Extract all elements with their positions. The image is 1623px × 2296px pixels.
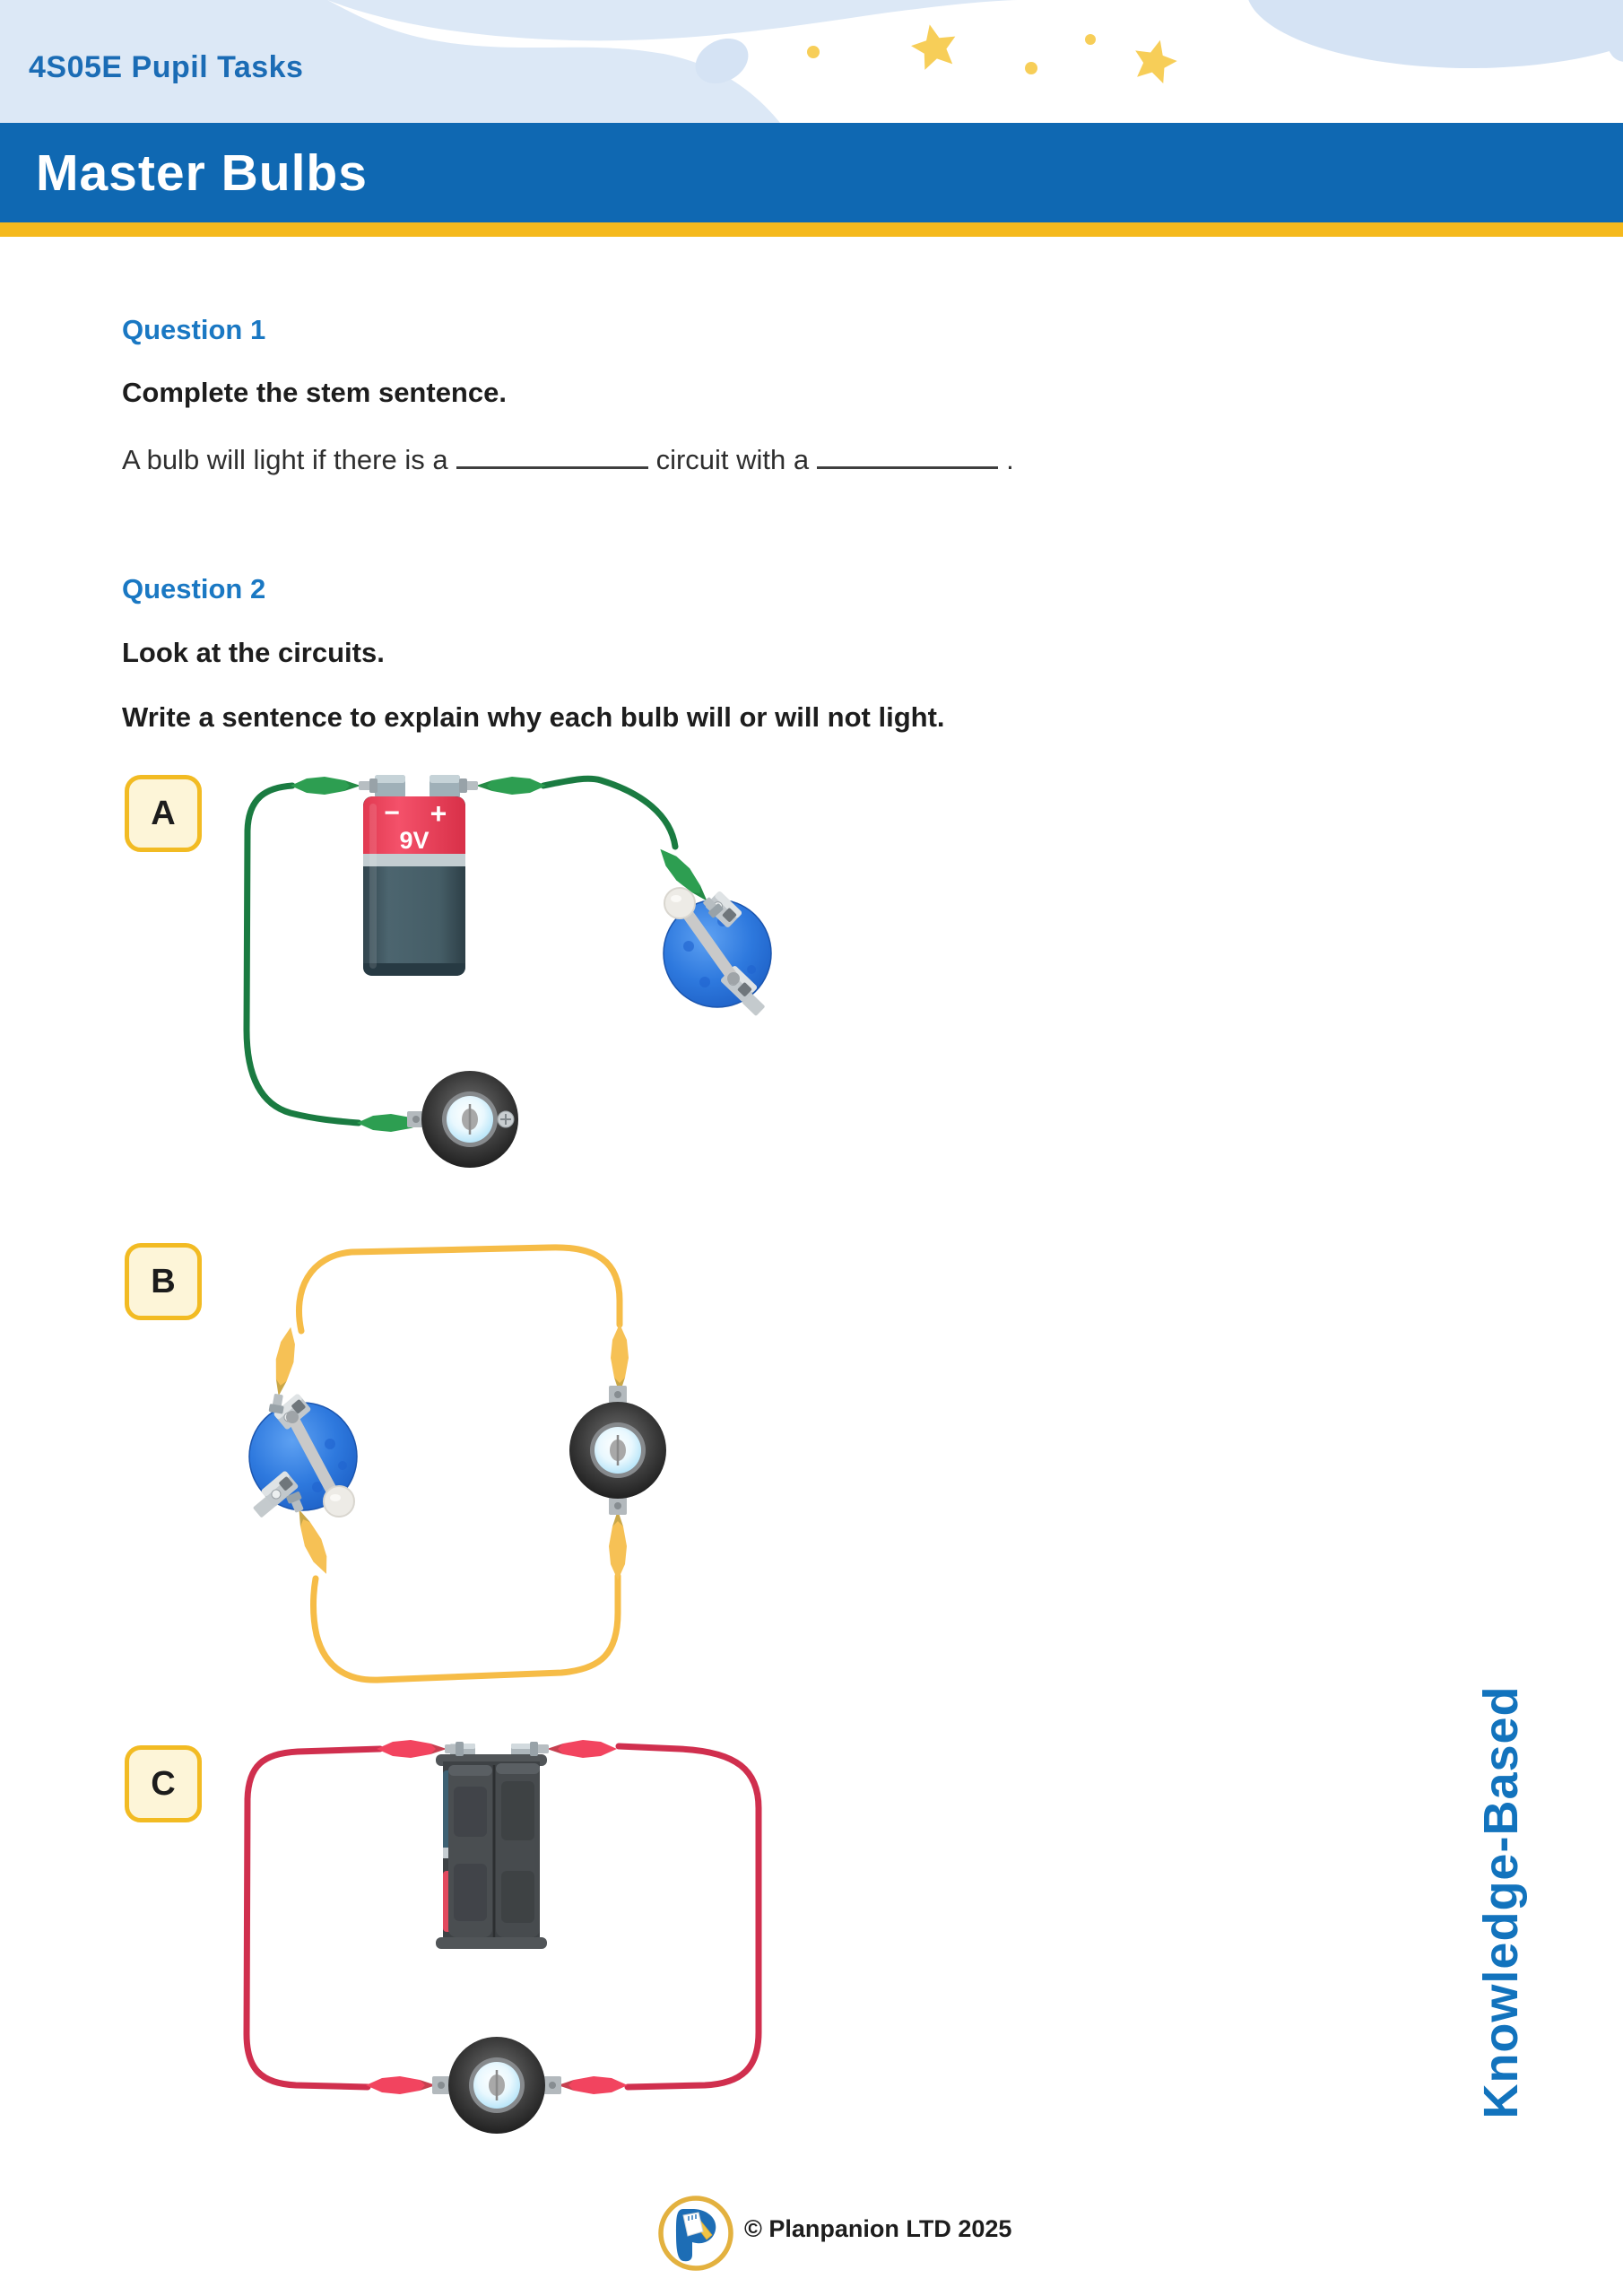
answer-blank-2 bbox=[817, 443, 998, 469]
question-2-instruction-1: Look at the circuits. bbox=[122, 637, 385, 668]
title-banner bbox=[0, 123, 1623, 222]
sparkle-dot-icon bbox=[1025, 62, 1037, 74]
course-code-label: 4S05E Pupil Tasks bbox=[29, 50, 304, 84]
knowledge-based-label: Knowledge-Based bbox=[1474, 1685, 1528, 2119]
copyright-text: © Planpanion LTD 2025 bbox=[744, 2215, 1012, 2242]
bulb-holder bbox=[432, 2037, 561, 2134]
sparkle-dot-icon bbox=[1085, 34, 1096, 45]
question-1-instruction: Complete the stem sentence. bbox=[122, 377, 507, 408]
battery-terminal bbox=[375, 775, 460, 798]
bulb-holder bbox=[407, 1071, 518, 1168]
question-2-instruction-2: Write a sentence to explain why each bulb will or will not light. bbox=[122, 701, 945, 733]
wire bbox=[247, 786, 359, 1123]
circuit-c-label: C bbox=[151, 1764, 176, 1803]
battery-plus-label: + bbox=[430, 797, 447, 830]
stem-start: A bulb will light if there is a bbox=[122, 444, 448, 475]
circuit-c-badge bbox=[125, 1745, 202, 1822]
wire bbox=[247, 1749, 380, 2087]
wire bbox=[543, 778, 675, 847]
circuit-b-badge bbox=[125, 1243, 202, 1320]
bulb-holder bbox=[569, 1386, 666, 1515]
stem-sentence bbox=[122, 443, 1014, 476]
battery-voltage-label: 9V bbox=[399, 827, 430, 854]
sparkle-dot-icon bbox=[807, 46, 820, 58]
circuit-c-figure bbox=[229, 1726, 785, 2170]
accent-bar bbox=[0, 222, 1623, 237]
circuit-a-figure bbox=[224, 767, 798, 1202]
stem-end: . bbox=[1006, 444, 1014, 475]
question-1-heading: Question 1 bbox=[122, 314, 266, 345]
page-title: Master Bulbs bbox=[36, 144, 368, 202]
circuit-b-figure bbox=[229, 1236, 677, 1698]
battery-pack bbox=[436, 1744, 547, 1949]
circuit-b-label: B bbox=[151, 1262, 176, 1300]
switch-knob bbox=[324, 1486, 354, 1517]
stem-middle: circuit with a bbox=[655, 444, 810, 475]
wire bbox=[314, 1576, 619, 1680]
circuit-a-label: A bbox=[151, 794, 176, 832]
toggle-switch bbox=[249, 1393, 357, 1518]
alligator-clip bbox=[291, 777, 378, 795]
circuit-a-badge bbox=[125, 775, 202, 852]
question-2-heading: Question 2 bbox=[122, 573, 266, 604]
wire bbox=[619, 1746, 759, 2087]
alligator-clip bbox=[459, 777, 546, 795]
page-header bbox=[0, 0, 1623, 123]
planpanion-logo-icon bbox=[655, 2193, 736, 2274]
battery-minus-label: − bbox=[384, 798, 400, 828]
battery-9v bbox=[363, 775, 465, 976]
switch-knob bbox=[664, 888, 695, 918]
answer-blank-1 bbox=[456, 443, 648, 469]
wire bbox=[299, 1248, 620, 1331]
